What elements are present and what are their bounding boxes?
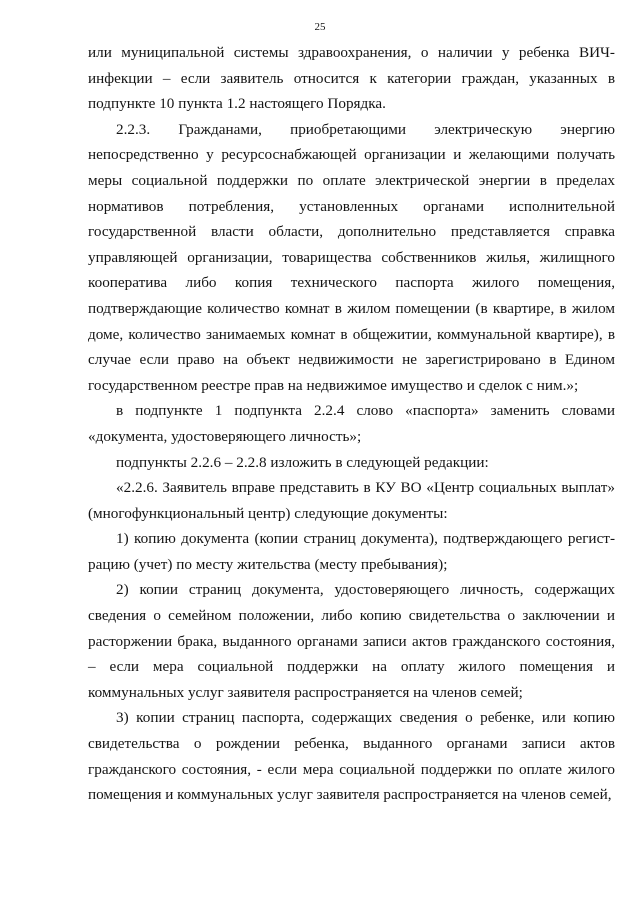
list-item-2: 2) копии страниц документа, удостоверяющего личность, содержащих сведения о семейном положении, либо копию свидетельства о заключении и расторжении брака, выданного органами записи актов гражданского состояния, – если мера социальной поддержки на оплату жилого помещения и коммунальных услуг заявителя распространяется на членов семей; (88, 581, 615, 701)
page-number: 25 (314, 21, 326, 33)
list-item-1: 1) копию документа (копии страниц документа), подтверждающего регист-рацию (учет) по месту жительства (месту пребывания); (88, 530, 615, 573)
paragraph-2-2-3: 2.2.3. Гражданами, приобретающими электрическую энергию непосредственно у ресурсоснабжающей организации и желающими получать меры социальной поддержки по оплате электрической энергии в пределах нормативов потребления, установленных органами исполнительной государственной власти области, дополнительно представляется справка управляющей организации, товарищества собственников жилья, жилищного кооператива либо копия технического паспорта жилого помещения, подтверждающие количество комнат в жилом помещении (в квартире, в жилом доме, количество занимаемых комнат в общежитии, коммунальной квартире), в случае если право на объект недвижимости не зарегистрировано в Едином государственном реестре прав на недвижимое имущество и сделок с ним.»; (88, 120, 615, 394)
paragraph-continuation: или муниципальной системы здравоохранения, о наличии у ребенка ВИЧ-инфекции – если заявитель относится к категории граждан, указанных в подпункте 10 пункта 1.2 настоящего Порядка. (88, 44, 615, 113)
list-item-3: 3) копии страниц паспорта, содержащих сведения о ребенке, или копию свидетельства о рождении ребенка, выданного органами записи актов гражданского состояния, - если мера социальной поддержки по оплате жилого помещения и коммунальных услуг заявителя распространяется на членов семей, (88, 709, 615, 804)
document-body (88, 40, 615, 808)
paragraph-amendment-2-2-4: в подпункте 1 подпункта 2.2.4 слово «паспорта» заменить словами «документа, удостоверяющего личность»; (88, 402, 615, 445)
paragraph-amendment-intro: подпункты 2.2.6 – 2.2.8 изложить в следующей редакции: (116, 453, 489, 471)
paragraph-2-2-6: «2.2.6. Заявитель вправе представить в КУ ВО «Центр социальных выплат» (многофункциональный центр) следующие документы: (88, 479, 615, 522)
